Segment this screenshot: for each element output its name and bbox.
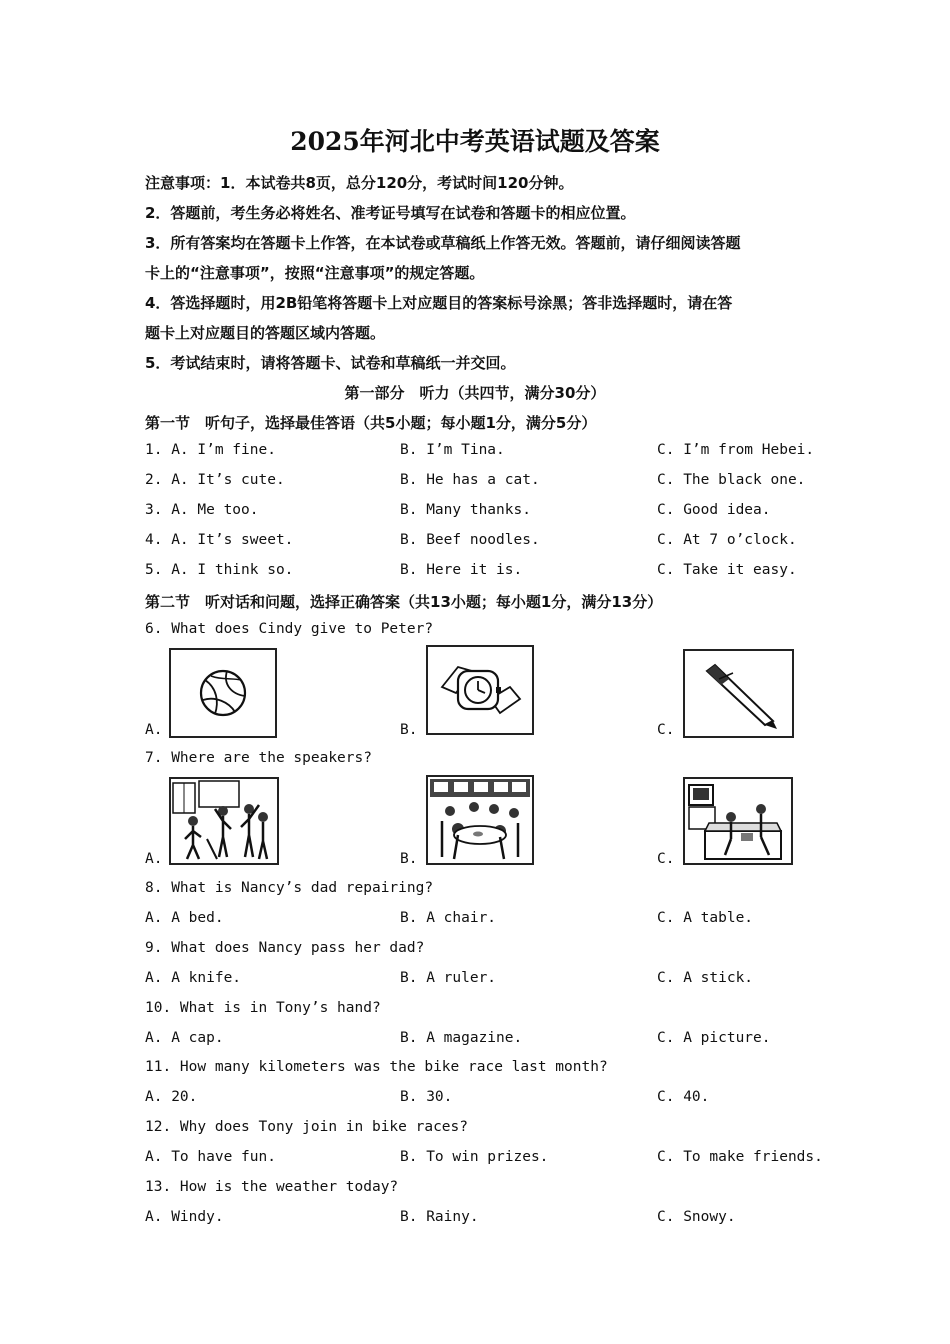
- option-c: C. Good idea.: [657, 502, 771, 518]
- notes-line-3: 3．所有答案均在答题卡上作答，在本试卷或草稿纸上作答无效。答题前，请仔细阅读答题: [145, 234, 741, 252]
- question-12: 12. Why does Tony join in bike races?: [145, 1119, 469, 1135]
- option-a: A. 20.: [145, 1089, 198, 1105]
- option-c: C. At 7 o’clock.: [657, 532, 797, 548]
- question-8: 8. What is Nancy’s dad repairing?: [145, 880, 434, 896]
- question-11: 11. How many kilometers was the bike race last month?: [145, 1059, 608, 1075]
- option-c: C. 40.: [657, 1089, 710, 1105]
- option-a: 5. A. I think so.: [145, 562, 294, 578]
- notes-line-2: 2．答题前，考生务必将姓名、准考证号填写在试卷和答题卡的相应位置。: [145, 204, 636, 222]
- notes-line-7: 5．考试结束时，请将答题卡、试卷和草稿纸一并交回。: [145, 354, 516, 372]
- option-a-label: A.: [145, 851, 163, 867]
- part-title: 第一部分 听力（共四节，满分30分）: [344, 384, 606, 402]
- section1-title: 第一节 听句子，选择最佳答语（共5小题；每小题1分，满分5分）: [145, 414, 597, 432]
- option-c: C. Snowy.: [657, 1209, 736, 1225]
- option-c-label: C.: [657, 722, 675, 738]
- option-b: B. 30.: [400, 1089, 453, 1105]
- question-7: 7. Where are the speakers?: [145, 750, 372, 766]
- option-b-label: B.: [400, 722, 418, 738]
- question-10: 10. What is in Tony’s hand?: [145, 1000, 381, 1016]
- option-a: A. To have fun.: [145, 1149, 276, 1165]
- notes-line-6: 题卡上对应题目的答题区域内答题。: [145, 324, 386, 342]
- option-b: B. Rainy.: [400, 1209, 479, 1225]
- volleyball-picture: [169, 648, 277, 738]
- pen-picture: [683, 649, 794, 738]
- option-b: B. Many thanks.: [400, 502, 531, 518]
- dining-hall-picture: [426, 775, 534, 865]
- option-c: C. A picture.: [657, 1030, 771, 1046]
- option-b: B. A chair.: [400, 910, 497, 926]
- notes-line-4: 卡上的“注意事项”，按照“注意事项”的规定答题。: [145, 264, 485, 282]
- option-c: C. A table.: [657, 910, 754, 926]
- option-a-label: A.: [145, 722, 163, 738]
- section2-title: 第二节 听对话和问题，选择正确答案（共13小题；每小题1分，满分13分）: [145, 593, 663, 611]
- option-a: A. A cap.: [145, 1030, 224, 1046]
- notes-line-1: 注意事项：1．本试卷共8页，总分120分，考试时间120分钟。: [145, 174, 574, 192]
- option-b-label: B.: [400, 851, 418, 867]
- question-13: 13. How is the weather today?: [145, 1179, 399, 1195]
- option-c: C. Take it easy.: [657, 562, 797, 578]
- option-c-label: C.: [657, 851, 675, 867]
- option-b: B. A ruler.: [400, 970, 497, 986]
- question-6: 6. What does Cindy give to Peter?: [145, 621, 434, 637]
- notes-line-5: 4．答选择题时，用2B铅笔将答题卡上对应题目的答案标号涂黑；答非选择题时，请在答: [145, 294, 733, 312]
- option-b: B. Here it is.: [400, 562, 523, 578]
- option-c: C. To make friends.: [657, 1149, 823, 1165]
- question-9: 9. What does Nancy pass her dad?: [145, 940, 425, 956]
- option-a: 1. A. I’m fine.: [145, 442, 276, 458]
- option-a: 2. A. It’s cute.: [145, 472, 285, 488]
- option-c: C. A stick.: [657, 970, 754, 986]
- option-c: C. I’m from Hebei.: [657, 442, 815, 458]
- option-b: B. Beef noodles.: [400, 532, 540, 548]
- classroom-cleaning-picture: [169, 777, 279, 865]
- option-a: A. Windy.: [145, 1209, 224, 1225]
- option-b: B. He has a cat.: [400, 472, 540, 488]
- page-title: 2025年河北中考英语试题及答案: [290, 127, 660, 156]
- option-a: 3. A. Me too.: [145, 502, 259, 518]
- option-a: A. A knife.: [145, 970, 242, 986]
- option-a: 4. A. It’s sweet.: [145, 532, 294, 548]
- option-b: B. A magazine.: [400, 1030, 523, 1046]
- option-b: B. I’m Tina.: [400, 442, 505, 458]
- living-room-picture: [683, 777, 793, 865]
- option-b: B. To win prizes.: [400, 1149, 549, 1165]
- option-a: A. A bed.: [145, 910, 224, 926]
- option-c: C. The black one.: [657, 472, 806, 488]
- watch-picture: [426, 645, 534, 735]
